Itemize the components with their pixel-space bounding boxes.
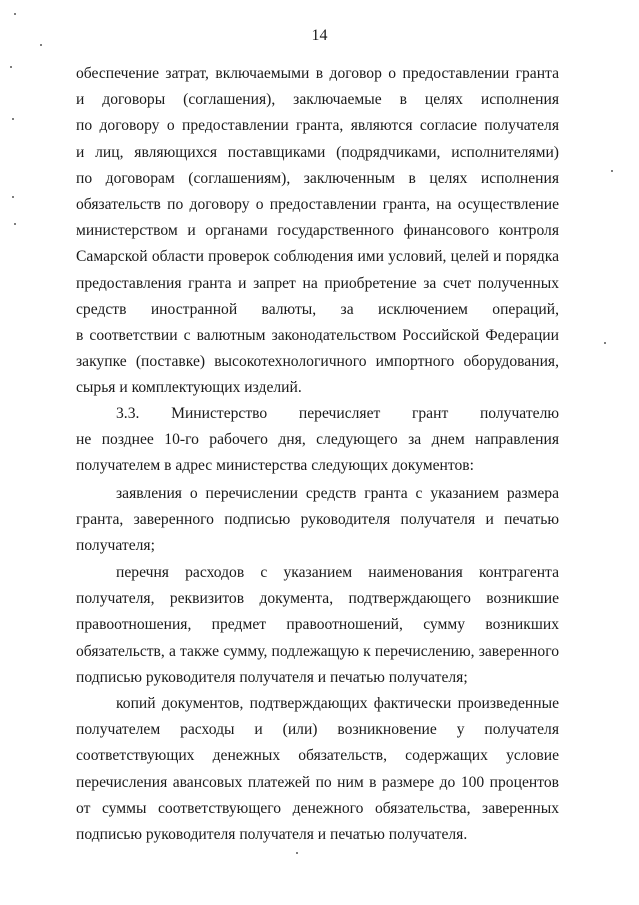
scan-speck [604,342,606,344]
text-line: обязательств по договору о предоставлении гранта, на осуществление [76,195,559,213]
paragraph-document-copies [76,691,559,848]
text-line: подписью руководителя получателя и печатью получателя. [76,825,468,843]
scan-speck [12,196,14,198]
text-line: в соответствии с валютным законодательством Российской Федерации [76,326,559,344]
text-line: получателем расходы и (или) возникновение у получателя [76,721,559,739]
scan-speck [10,66,12,68]
scan-speck [14,223,16,225]
text-line: получателя; [76,537,155,555]
text-line: и договоры (соглашения), заключаемые в целях исполнения [76,91,559,109]
scan-speck [296,852,298,854]
text-line: по договорам (соглашениям), заключенным в целях исполнения [76,169,559,187]
text-line: и лиц, являющихся поставщиками (подрядчиками, исполнителями) [76,143,559,161]
text-line: от суммы соответствующего денежного обязательства, заверенных [76,799,559,817]
text-line: закупке (поставке) высокотехнологичного импортного оборудования, [76,353,559,371]
text-line: правоотношения, предмет правоотношений, сумму возникших [76,616,559,634]
scan-speck [12,118,14,120]
text-line: Самарской области проверок соблюдения ими условий, целей и порядка [76,248,559,266]
text-line: соответствующих денежных обязательств, содержащих условие [76,747,559,765]
text-line: по договору о предоставлении гранта, являются согласие получателя [76,117,559,135]
paragraph-section-3-3 [76,401,559,480]
text-line: министерством и органами государственного финансового контроля [76,222,559,240]
scan-speck [40,44,42,46]
text-line: копий документов, подтверждающих фактически произведенные [116,695,559,712]
text-line: сырья и комплектующих изделий. [76,379,302,397]
text-line: перечня расходов с указанием наименования контрагента [116,564,559,581]
text-line: предоставления гранта и запрет на приобретение за счет полученных [76,274,559,292]
text-line: не позднее 10-го рабочего дня, следующего за днем направления [76,431,559,449]
scan-speck [14,13,16,15]
page-number: 14 [311,27,328,44]
text-line: получателем в адрес министерства следующих документов: [76,457,474,475]
text-line: гранта, заверенного подписью руководителя получателя и печатью [76,511,559,529]
text-line: обязательств, а также сумму, подлежащую к перечислению, заверенного [76,642,559,660]
text-line: получателя, реквизитов документа, подтверждающего возникшие [76,590,559,608]
text-line: 3.3. Министерство перечисляет грант получателю [116,405,559,422]
paragraph-grant-conditions [76,61,559,401]
text-line: перечисления авансовых платежей по ним в размере до 100 процентов [76,773,559,791]
scan-speck [611,170,613,172]
text-line: подписью руководителя получателя и печатью получателя; [76,668,468,686]
text-line: заявления о перечислении средств гранта с указанием размера [116,485,559,502]
paragraph-application [76,481,559,560]
text-line: обеспечение затрат, включаемыми в договор о предоставлении гранта [76,65,559,82]
text-line: средств иностранной валюты, за исключением операций, [76,300,559,318]
paragraph-expense-list [76,560,559,691]
